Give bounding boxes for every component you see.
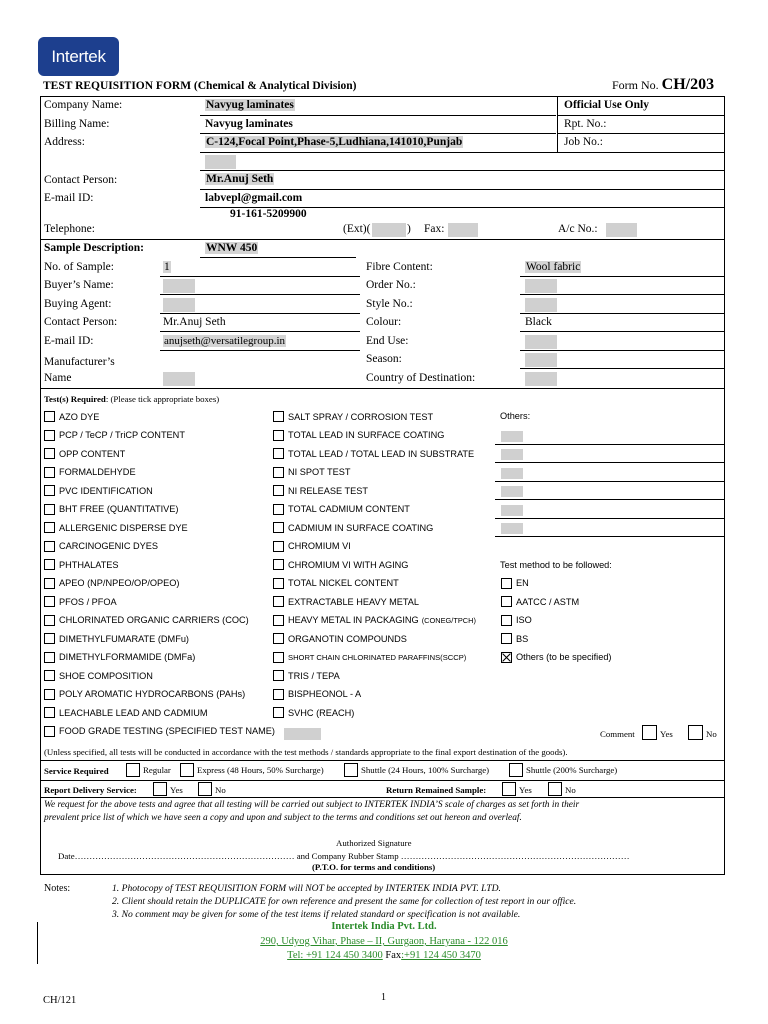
note-2: 2. Client should retain the DUPLICATE for own reference and present the same for collection of test report in our office. <box>112 896 577 907</box>
method-label: ISO <box>516 615 532 625</box>
test-label: NI SPOT TEST <box>288 467 351 477</box>
test-checkbox[interactable] <box>44 504 55 515</box>
sample-email-value[interactable]: anujseth@versatilegroup.in <box>164 335 286 347</box>
page-number: 1 <box>381 992 386 1003</box>
test-option-5[interactable] <box>44 504 178 515</box>
return-sample-yes-label: Yes <box>519 785 532 795</box>
others-field-2[interactable] <box>501 468 523 479</box>
service-label: Shuttle (24 Hours, 100% Surcharge) <box>361 765 490 775</box>
no-of-sample-value[interactable]: 1 <box>164 261 170 273</box>
test-option-8[interactable] <box>44 559 119 570</box>
ext-label: (Ext)( <box>343 223 371 235</box>
colour-label: Colour: <box>366 316 402 328</box>
comment-label: Comment <box>600 729 635 739</box>
intertek-logo: Intertek <box>38 37 119 76</box>
test-option-2-10[interactable] <box>273 596 419 607</box>
test-label: SALT SPRAY / CORROSION TEST <box>288 411 434 422</box>
test-option-12[interactable] <box>44 633 189 644</box>
test-option-2-15[interactable] <box>273 689 361 700</box>
test-checkbox[interactable] <box>273 615 284 626</box>
test-checkbox[interactable] <box>273 633 284 644</box>
footer-address[interactable]: 290, Udyog Vihar, Phase – II, Gurgaon, Haryana - 122 016 <box>260 936 508 947</box>
others-label: Others: <box>500 411 531 421</box>
test-checkbox[interactable] <box>273 522 284 533</box>
test-checkbox[interactable] <box>273 652 284 663</box>
method-label: EN <box>516 578 529 588</box>
test-label: HEAVY METAL IN PACKAGING <box>288 615 419 625</box>
service-checkbox[interactable] <box>180 763 194 777</box>
contact-person-label: Contact Person: <box>44 174 118 186</box>
test-option-9[interactable] <box>44 578 179 589</box>
test-label: FOOD GRADE TESTING (SPECIFIED TEST NAME) <box>59 726 275 736</box>
test-checkbox[interactable] <box>273 707 284 718</box>
test-checkbox[interactable] <box>44 670 55 681</box>
test-checkbox[interactable] <box>44 707 55 718</box>
test-option-2-8[interactable] <box>273 559 408 570</box>
service-required-label: Service Required <box>44 766 109 776</box>
test-label: DIMETHYLFORMAMIDE (DMFa) <box>59 652 196 662</box>
test-checkbox[interactable] <box>44 726 55 737</box>
test-label: PFOS / PFOA <box>59 596 117 607</box>
company-name-label: Company Name: <box>44 99 123 111</box>
test-checkbox[interactable] <box>44 430 55 441</box>
test-checkbox[interactable] <box>44 411 55 422</box>
manufacturer-label-2: Name <box>44 372 72 384</box>
method-checkbox[interactable] <box>501 652 512 663</box>
service-label: Regular <box>143 765 171 775</box>
test-label: POLY AROMATIC HYDROCARBONS (PAHs) <box>59 689 246 699</box>
test-option-2-12[interactable] <box>273 633 407 644</box>
test-label: DIMETHYLFUMARATE (DMFu) <box>59 633 189 644</box>
test-label: PVC IDENTIFICATION <box>59 485 153 496</box>
sample-contact-person-value[interactable]: Mr.Anuj Seth <box>163 316 226 328</box>
test-checkbox[interactable] <box>273 467 284 478</box>
note-3: 3. No comment may be given for some of the test items if related standard or specification is not available. <box>112 909 521 920</box>
fibre-content-value[interactable]: Wool fabric <box>526 261 581 273</box>
end-use-label: End Use: <box>366 335 409 347</box>
ac-no-label: A/c No.: <box>558 223 598 235</box>
test-label: SVHC (REACH) <box>288 707 355 718</box>
email-value[interactable]: labvepl@gmail.com <box>205 192 303 204</box>
test-checkbox[interactable] <box>273 578 284 589</box>
test-option-2-5[interactable] <box>273 504 410 515</box>
tests-disclaimer: (Unless specified, all tests will be conducted in accordance with the test methods / standards appropriate to the final export destination of the goods). <box>44 747 568 757</box>
notes-label: Notes: <box>44 883 71 894</box>
test-option-15[interactable] <box>44 689 245 700</box>
test-label: TOTAL CADMIUM CONTENT <box>288 504 410 514</box>
footer-code: CH/121 <box>43 995 77 1006</box>
report-delivery-no-label: No <box>215 785 226 795</box>
test-label: SHOE COMPOSITION <box>59 670 153 681</box>
end-use-field[interactable] <box>525 335 557 349</box>
test-option-2-6[interactable] <box>273 522 433 533</box>
food-grade-field[interactable] <box>284 728 321 740</box>
sample-contact-person-label: Contact Person: <box>44 316 118 328</box>
test-option-2-13[interactable] <box>273 652 466 663</box>
others-field-3[interactable] <box>501 486 523 497</box>
return-sample-yes-checkbox[interactable] <box>502 782 516 796</box>
method-checkbox[interactable] <box>501 578 512 589</box>
method-label: Others (to be specified) <box>516 652 612 662</box>
test-option-14[interactable] <box>44 670 153 681</box>
test-checkbox[interactable] <box>273 504 284 515</box>
report-delivery-yes-checkbox[interactable] <box>153 782 167 796</box>
test-checkbox[interactable] <box>273 559 284 570</box>
test-method-heading: Test method to be followed: <box>500 560 612 570</box>
comment-no-checkbox[interactable] <box>688 725 703 740</box>
style-no-field[interactable] <box>525 298 557 312</box>
test-checkbox[interactable] <box>44 633 55 644</box>
service-checkbox[interactable] <box>344 763 358 777</box>
fibre-content-label: Fibre Content: <box>366 261 433 273</box>
test-checkbox[interactable] <box>44 615 55 626</box>
others-field-5[interactable] <box>501 523 523 534</box>
return-sample-label: Return Remained Sample: <box>386 785 487 795</box>
test-option-2-9[interactable] <box>273 578 399 589</box>
sample-email-label: E-mail ID: <box>44 335 94 347</box>
test-checkbox[interactable] <box>273 670 284 681</box>
rpt-no-label: Rpt. No.: <box>564 118 607 130</box>
method-checkbox[interactable] <box>501 633 512 644</box>
season-field[interactable] <box>525 353 557 367</box>
date-stamp-line[interactable]: Date………………………………………………………………… and Company Rubber Stamp …………………………………………………………………… <box>58 851 630 861</box>
sample-description-label: Sample Description: <box>44 242 144 254</box>
test-checkbox[interactable] <box>44 467 55 478</box>
service-checkbox[interactable] <box>509 763 523 777</box>
test-label: CARCINOGENIC DYES <box>59 541 159 551</box>
test-option-11[interactable] <box>44 615 249 626</box>
test-checkbox[interactable] <box>273 541 284 552</box>
return-sample-no-label: No <box>565 785 576 795</box>
fax-label: Fax: <box>424 223 445 235</box>
packaging-suffix: (CONEG/TPCH) <box>421 615 476 625</box>
agreement-line-1: We request for the above tests and agree that all testing will be carried out subject to INTERTEK INDIA’S scale of charges as set forth in their <box>44 800 580 810</box>
style-no-label: Style No.: <box>366 298 413 310</box>
season-label: Season: <box>366 353 402 365</box>
buyers-name-label: Buyer’s Name: <box>44 279 114 291</box>
test-checkbox[interactable] <box>44 578 55 589</box>
test-label: CHROMIUM VI WITH AGING <box>288 559 409 570</box>
test-option-2-3[interactable] <box>273 467 350 478</box>
test-label: ORGANOTIN COMPOUNDS <box>288 633 407 644</box>
test-label: TOTAL LEAD IN SURFACE COATING <box>288 430 445 440</box>
test-checkbox[interactable] <box>44 485 55 496</box>
test-option-7[interactable] <box>44 541 158 552</box>
tests-heading: Test(s) Required: (Please tick appropriate boxes) <box>44 394 220 404</box>
method-checkbox[interactable] <box>501 596 512 607</box>
others-field-0[interactable] <box>501 431 523 442</box>
test-option-2-16[interactable] <box>273 707 354 718</box>
billing-name-label: Billing Name: <box>44 118 110 130</box>
comment-no-label: No <box>706 729 717 739</box>
form-number: Form No. CH/203 <box>612 76 715 93</box>
test-label: LEACHABLE LEAD AND CADMIUM <box>59 707 208 718</box>
test-checkbox[interactable] <box>273 411 284 422</box>
test-label: PHTHALATES <box>59 559 119 570</box>
address-extra-field[interactable] <box>205 155 236 169</box>
service-option-0[interactable] <box>126 763 171 777</box>
job-no-label: Job No.: <box>564 136 603 148</box>
ext-close: ) <box>407 223 411 235</box>
report-delivery-no-checkbox[interactable] <box>198 782 212 796</box>
order-no-label: Order No.: <box>366 279 416 291</box>
form-title: TEST REQUISITION FORM (Chemical & Analytical Division) <box>43 80 357 92</box>
others-field-1[interactable] <box>501 449 523 460</box>
test-label: BISPHEONOL - A <box>288 689 362 699</box>
test-option-3[interactable] <box>44 467 136 478</box>
address-label: Address: <box>44 136 85 148</box>
report-delivery-yes-label: Yes <box>170 785 183 795</box>
service-option-1[interactable] <box>180 763 324 777</box>
buying-agent-label: Buying Agent: <box>44 298 112 310</box>
test-label: PCP / TeCP / TriCP CONTENT <box>59 430 185 440</box>
test-label: ALLERGENIC DISPERSE DYE <box>59 522 188 533</box>
service-option-3[interactable] <box>509 763 617 777</box>
ext-field[interactable] <box>372 223 406 237</box>
order-no-field[interactable] <box>525 279 557 293</box>
test-label: CHROMIUM VI <box>288 541 351 551</box>
test-option-10[interactable] <box>44 596 117 607</box>
fax-field[interactable] <box>448 223 478 237</box>
report-delivery-label: Report Delivery Service: <box>44 785 137 795</box>
test-checkbox[interactable] <box>273 689 284 700</box>
test-option-2-4[interactable] <box>273 485 368 496</box>
test-label: CADMIUM IN SURFACE COATING <box>288 522 434 533</box>
test-checkbox[interactable] <box>44 522 55 533</box>
test-checkbox[interactable] <box>44 541 55 552</box>
test-label: EXTRACTABLE HEAVY METAL <box>288 596 420 607</box>
test-method-option-1[interactable] <box>501 596 579 607</box>
test-label: TRIS / TEPA <box>288 670 340 681</box>
test-option-2-1[interactable] <box>273 430 444 441</box>
country-destination-label: Country of Destination: <box>366 372 476 384</box>
comment-yes-label: Yes <box>660 729 673 739</box>
official-use-heading: Official Use Only <box>564 99 649 111</box>
pto-note: (P.T.O. for terms and conditions) <box>312 862 436 872</box>
test-option-13[interactable] <box>44 652 195 663</box>
test-checkbox[interactable] <box>44 689 55 700</box>
buyers-name-field[interactable] <box>163 279 195 293</box>
country-destination-field[interactable] <box>525 372 557 386</box>
test-checkbox[interactable] <box>273 448 284 459</box>
manufacturer-label-1: Manufacturer’s <box>44 356 115 368</box>
test-label: SHORT CHAIN CHLORINATED PARAFFINS(SCCP) <box>288 652 467 662</box>
buying-agent-field[interactable] <box>163 298 195 312</box>
test-label: TOTAL NICKEL CONTENT <box>288 578 399 588</box>
test-label: AZO DYE <box>59 411 100 422</box>
billing-name-value[interactable]: Navyug laminates <box>205 118 293 130</box>
test-checkbox[interactable] <box>273 485 284 496</box>
footer-contact[interactable]: Tel: +91 124 450 3400 Fax:+91 124 450 3470 <box>287 950 481 961</box>
test-method-option-3[interactable] <box>501 633 528 644</box>
footer-company: Intertek India Pvt. Ltd. <box>331 921 437 932</box>
test-checkbox[interactable] <box>44 652 55 663</box>
test-method-option-4[interactable] <box>501 652 612 663</box>
test-method-option-0[interactable] <box>501 578 529 589</box>
test-label: NI RELEASE TEST <box>288 485 368 496</box>
test-checkbox[interactable] <box>273 430 284 441</box>
test-option-16[interactable] <box>44 707 208 718</box>
contact-person-value[interactable]: Mr.Anuj Seth <box>206 173 274 185</box>
others-field-4[interactable] <box>501 505 523 516</box>
service-label: Express (48 Hours, 50% Surcharge) <box>197 765 324 775</box>
test-label: TOTAL LEAD / TOTAL LEAD IN SUBSTRATE <box>288 448 475 459</box>
service-option-2[interactable] <box>344 763 489 777</box>
test-label: CHLORINATED ORGANIC CARRIERS (COC) <box>59 615 249 625</box>
test-label: FORMALDEHYDE <box>59 467 136 477</box>
test-option-17[interactable] <box>44 726 275 737</box>
test-option-1[interactable] <box>44 430 185 441</box>
test-option-2-0[interactable] <box>273 411 433 422</box>
test-option-2-7[interactable] <box>273 541 351 552</box>
comment-yes-checkbox[interactable] <box>642 725 657 740</box>
ac-no-field[interactable] <box>606 223 637 237</box>
test-option-6[interactable] <box>44 522 188 533</box>
colour-value[interactable]: Black <box>525 316 552 328</box>
test-checkbox[interactable] <box>44 448 55 459</box>
test-label: APEO (NP/NPEO/OP/OPEO) <box>59 578 180 588</box>
test-option-2-11[interactable] <box>273 615 476 626</box>
company-name-value[interactable]: Navyug laminates <box>206 99 294 111</box>
sample-description-value[interactable]: WNW 450 <box>206 242 258 254</box>
test-checkbox[interactable] <box>44 559 55 570</box>
no-of-sample-label: No. of Sample: <box>44 261 114 273</box>
test-checkbox[interactable] <box>273 596 284 607</box>
return-sample-no-checkbox[interactable] <box>548 782 562 796</box>
agreement-line-2: prevalent price list of which we have seen a copy and upon and subject to the terms and conditions set out hereon and overleaf. <box>44 813 522 823</box>
test-option-2-2[interactable] <box>273 448 474 459</box>
phone-value[interactable]: 91-161-5209900 <box>230 208 307 220</box>
test-label: OPP CONTENT <box>59 448 126 459</box>
test-option-2[interactable] <box>44 448 125 459</box>
telephone-label: Telephone: <box>44 223 95 235</box>
test-label: BHT FREE (QUANTITATIVE) <box>59 504 179 514</box>
manufacturer-field[interactable] <box>163 372 195 386</box>
method-label: BS <box>516 633 529 644</box>
test-option-0[interactable] <box>44 411 99 422</box>
test-checkbox[interactable] <box>44 596 55 607</box>
test-option-2-14[interactable] <box>273 670 340 681</box>
address-value[interactable]: C-124,Focal Point,Phase-5,Ludhiana,141010,Punjab <box>206 136 463 148</box>
email-label: E-mail ID: <box>44 192 94 204</box>
authorized-signature-label: Authorized Signature <box>336 838 412 848</box>
method-checkbox[interactable] <box>501 615 512 626</box>
test-method-option-2[interactable] <box>501 615 532 626</box>
service-checkbox[interactable] <box>126 763 140 777</box>
method-label: AATCC / ASTM <box>516 596 580 607</box>
service-label: Shuttle (200% Surcharge) <box>526 765 618 775</box>
note-1: 1. Photocopy of TEST REQUISITION FORM will NOT be accepted by INTERTEK INDIA PVT. LTD. <box>112 883 501 894</box>
test-option-4[interactable] <box>44 485 153 496</box>
